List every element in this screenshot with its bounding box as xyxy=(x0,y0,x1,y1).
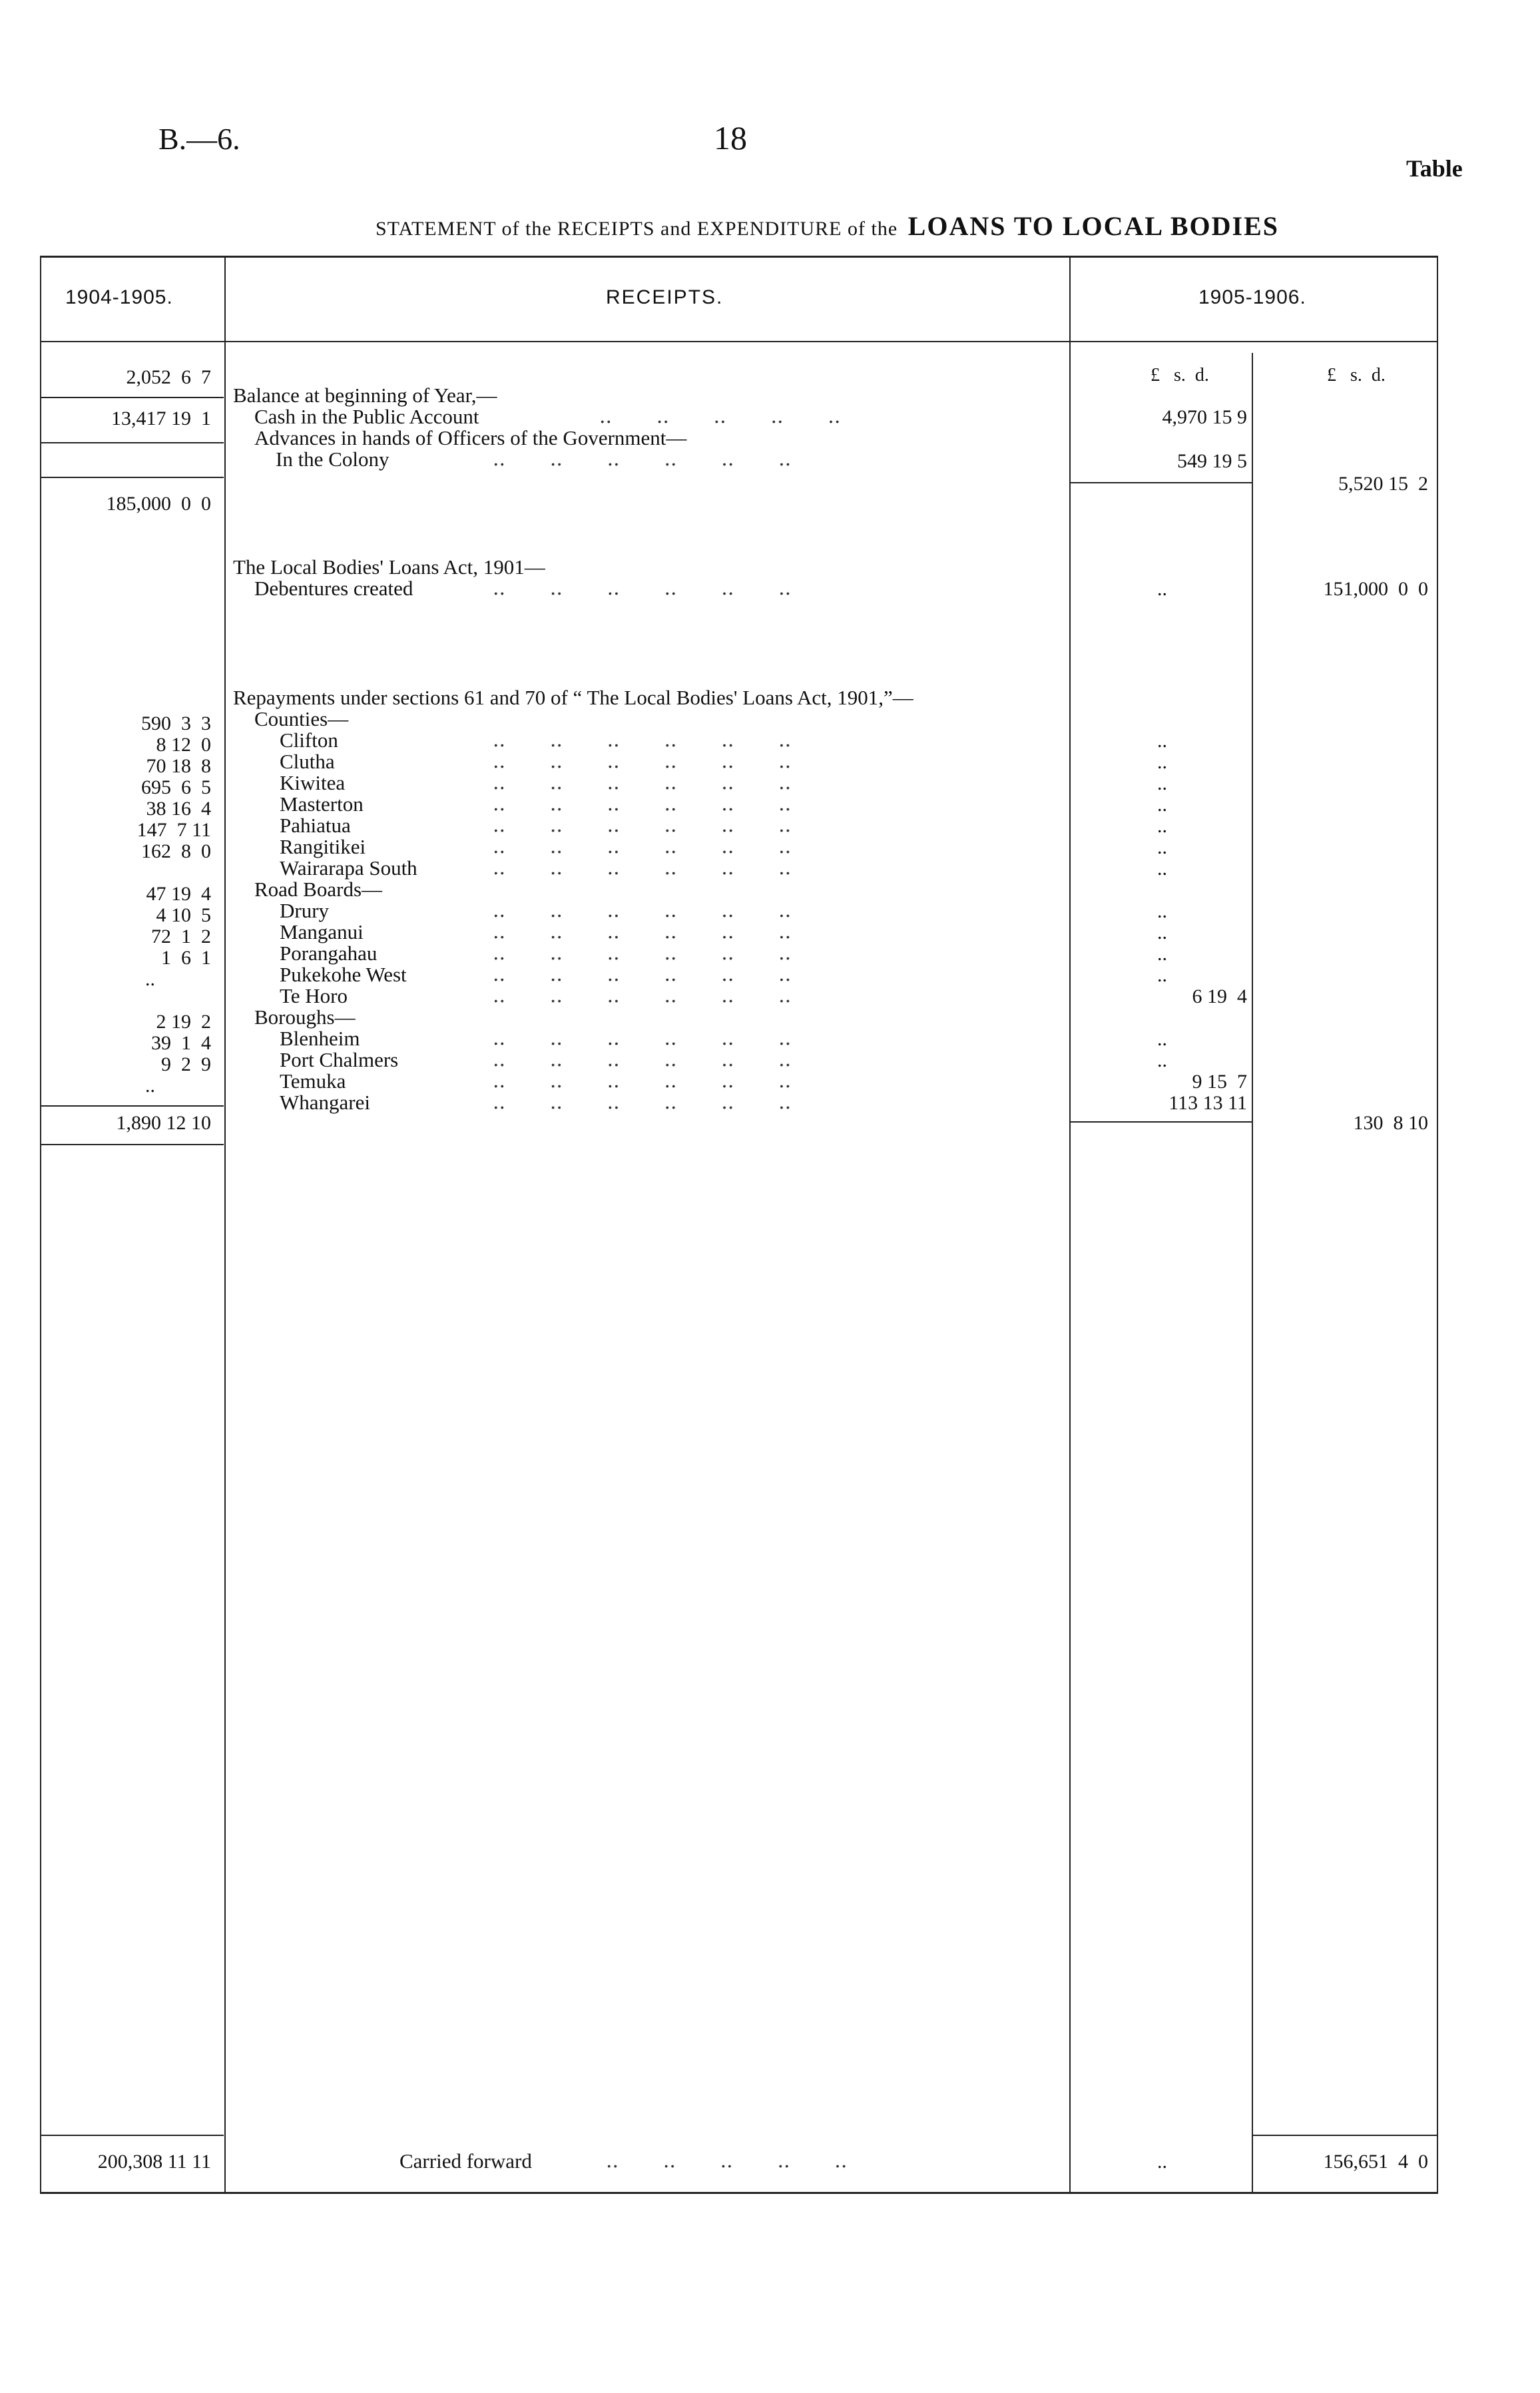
leader-dots: .. .. .. .. .. .. xyxy=(493,792,792,816)
column-heading-1904: 1904-1905. xyxy=(65,286,173,308)
leader-dots: .. .. .. .. .. .. xyxy=(493,728,792,752)
balance-colony-amount: 549 19 5 xyxy=(1177,450,1247,472)
left-repayment: 9 2 9 xyxy=(161,1053,211,1075)
table-left-rule xyxy=(40,256,41,2193)
balance-cash-amount: 4,970 15 9 xyxy=(1162,406,1247,428)
county-amount: .. xyxy=(1157,794,1167,816)
statement-subject: LOANS TO LOCAL BODIES xyxy=(907,211,1280,241)
road-board-amount: 6 19 4 xyxy=(1192,985,1247,1007)
borough-name: Blenheim xyxy=(280,1027,360,1050)
county-name: Clutha xyxy=(280,750,335,773)
carried-forward-label: Carried forward xyxy=(399,2149,532,2173)
debentures-total: 151,000 0 0 xyxy=(1323,578,1428,600)
table-top-rule xyxy=(40,256,1438,258)
column-divider-amount2 xyxy=(1252,353,1253,2193)
left-repayment: 1 6 1 xyxy=(161,947,211,969)
carried-forward-col1: .. xyxy=(1157,2151,1167,2173)
header-bottom-rule xyxy=(40,341,1438,342)
left-balance-cash: 2,052 6 7 xyxy=(126,366,211,388)
road-board-amount: .. xyxy=(1157,900,1167,922)
left-repayment: 39 1 4 xyxy=(151,1032,211,1054)
leader-dots: .. .. .. .. .. xyxy=(599,405,841,428)
road-board-amount: .. xyxy=(1157,922,1167,943)
county-amount: .. xyxy=(1157,772,1167,794)
currency-header-col2: £ s. d. xyxy=(1327,365,1386,386)
column-divider-amount1 xyxy=(1069,256,1071,2193)
left-carried-forward: 200,308 11 11 xyxy=(97,2151,211,2173)
page-number: 18 xyxy=(714,119,747,156)
road-board-amount: .. xyxy=(1157,943,1167,965)
county-amount: .. xyxy=(1157,730,1167,752)
left-rule-5 xyxy=(40,1144,224,1145)
repayments-heading: Repayments under sections 61 and 70 of “ The Local Bodies' Loans Act, 1901,”— xyxy=(233,686,913,709)
table-bottom-rule xyxy=(40,2192,1438,2194)
balance-advances-label: Advances in hands of Officers of the Government— xyxy=(254,426,687,449)
carried-rule-left xyxy=(40,2135,224,2136)
left-repayment: 70 18 8 xyxy=(146,755,211,777)
county-amount: .. xyxy=(1157,815,1167,837)
county-name: Rangitikei xyxy=(280,835,366,858)
left-repayment: 38 16 4 xyxy=(146,798,211,820)
left-rule-4 xyxy=(40,1105,224,1107)
left-rule-2 xyxy=(40,442,224,443)
left-rule-3 xyxy=(40,477,224,478)
balance-colony-label: In the Colony xyxy=(276,447,389,471)
leader-dots: .. .. .. .. .. .. xyxy=(493,577,792,600)
road-board-name: Drury xyxy=(280,899,330,922)
borough-name: Port Chalmers xyxy=(280,1048,399,1071)
left-balance-total: 13,417 19 1 xyxy=(111,407,211,429)
leader-dots: .. .. .. .. .. .. xyxy=(493,963,792,986)
leader-dots: .. .. .. .. .. .. xyxy=(493,1048,792,1071)
leader-dots: .. .. .. .. .. .. xyxy=(493,899,792,922)
leader-dots: .. .. .. .. .. .. xyxy=(493,920,792,943)
balance-heading: Balance at beginning of Year,— xyxy=(233,384,497,407)
left-repayment: 695 6 5 xyxy=(141,776,211,798)
left-repayment: .. xyxy=(145,968,155,990)
carried-rule-right xyxy=(1253,2135,1437,2136)
leader-dots: .. .. .. .. .. .. xyxy=(493,1069,792,1093)
borough-amount: .. xyxy=(1157,1049,1167,1071)
county-name: Masterton xyxy=(280,792,364,816)
leader-dots: .. .. .. .. .. .. xyxy=(493,984,792,1007)
column-heading-1905: 1905-1906. xyxy=(1198,286,1306,308)
left-repayment: .. xyxy=(145,1075,155,1097)
counties-heading: Counties— xyxy=(254,707,349,730)
leader-dots: .. .. .. .. .. .. xyxy=(493,856,792,880)
left-repayment: 2 19 2 xyxy=(156,1011,211,1033)
borough-name: Temuka xyxy=(280,1069,346,1093)
left-rule-1 xyxy=(40,397,224,398)
borough-amount: .. xyxy=(1157,1028,1167,1050)
balance-cash-label: Cash in the Public Account xyxy=(254,405,479,428)
county-name: Clifton xyxy=(280,728,338,752)
leader-dots: .. .. .. .. .. .. xyxy=(493,771,792,794)
county-amount: .. xyxy=(1157,858,1167,880)
borough-amount: 113 13 11 xyxy=(1168,1092,1247,1114)
county-amount: .. xyxy=(1157,751,1167,773)
left-repayment: 162 8 0 xyxy=(141,840,211,862)
repayments-total: 130 8 10 xyxy=(1353,1112,1428,1134)
road-board-name: Porangahau xyxy=(280,941,378,965)
borough-amount: 9 15 7 xyxy=(1192,1071,1247,1093)
leader-dots: .. .. .. .. .. .. xyxy=(493,835,792,858)
loans-act-heading: The Local Bodies' Loans Act, 1901— xyxy=(233,555,545,579)
left-repayment: 47 19 4 xyxy=(146,883,211,905)
balance-total: 5,520 15 2 xyxy=(1338,473,1428,495)
debentures-col1: .. xyxy=(1157,578,1167,600)
county-name: Pahiatua xyxy=(280,814,351,837)
road-board-name: Te Horo xyxy=(280,984,348,1007)
leader-dots: .. .. .. .. .. .. xyxy=(493,750,792,773)
column-divider-left xyxy=(224,256,226,2193)
currency-header-col1: £ s. d. xyxy=(1151,365,1209,386)
road-board-name: Pukekohe West xyxy=(280,963,407,986)
boroughs-heading: Boroughs— xyxy=(254,1005,356,1029)
left-repayment: 4 10 5 xyxy=(156,904,211,926)
column-heading-receipts: RECEIPTS. xyxy=(606,286,724,308)
road-board-name: Manganui xyxy=(280,920,364,943)
left-debentures: 185,000 0 0 xyxy=(106,493,211,515)
left-repayment: 147 7 11 xyxy=(136,819,211,841)
leader-dots: .. .. .. .. .. .. xyxy=(493,814,792,837)
leader-dots: .. .. .. .. .. .. xyxy=(493,1091,792,1114)
leader-dots: .. .. .. .. .. .. xyxy=(493,447,792,471)
county-name: Wairarapa South xyxy=(280,856,417,880)
debentures-label: Debentures created xyxy=(254,577,413,600)
road-boards-heading: Road Boards— xyxy=(254,878,383,901)
left-repayment: 8 12 0 xyxy=(156,734,211,756)
left-repayment: 590 3 3 xyxy=(141,712,211,734)
statement-title xyxy=(376,210,1279,242)
leader-dots: .. .. .. .. .. .. xyxy=(493,1027,792,1050)
leader-dots: .. .. .. .. .. xyxy=(606,2149,848,2173)
table-right-rule xyxy=(1437,256,1438,2193)
road-board-amount: .. xyxy=(1157,964,1167,986)
left-repayments-total: 1,890 12 10 xyxy=(116,1112,211,1134)
left-repayment: 72 1 2 xyxy=(151,926,211,947)
table-label: Table xyxy=(1406,155,1463,182)
carried-forward-total: 156,651 4 0 xyxy=(1323,2151,1428,2173)
leader-dots: .. .. .. .. .. .. xyxy=(493,941,792,965)
amount1-rule-2 xyxy=(1071,1121,1252,1123)
page-code: B.—6. xyxy=(158,122,240,156)
statement-prefix: STATEMENT of the RECEIPTS and EXPENDITURE of the xyxy=(376,218,898,240)
county-name: Kiwitea xyxy=(280,771,346,794)
borough-name: Whangarei xyxy=(280,1091,370,1114)
amount1-rule-1 xyxy=(1071,482,1252,483)
county-amount: .. xyxy=(1157,836,1167,858)
